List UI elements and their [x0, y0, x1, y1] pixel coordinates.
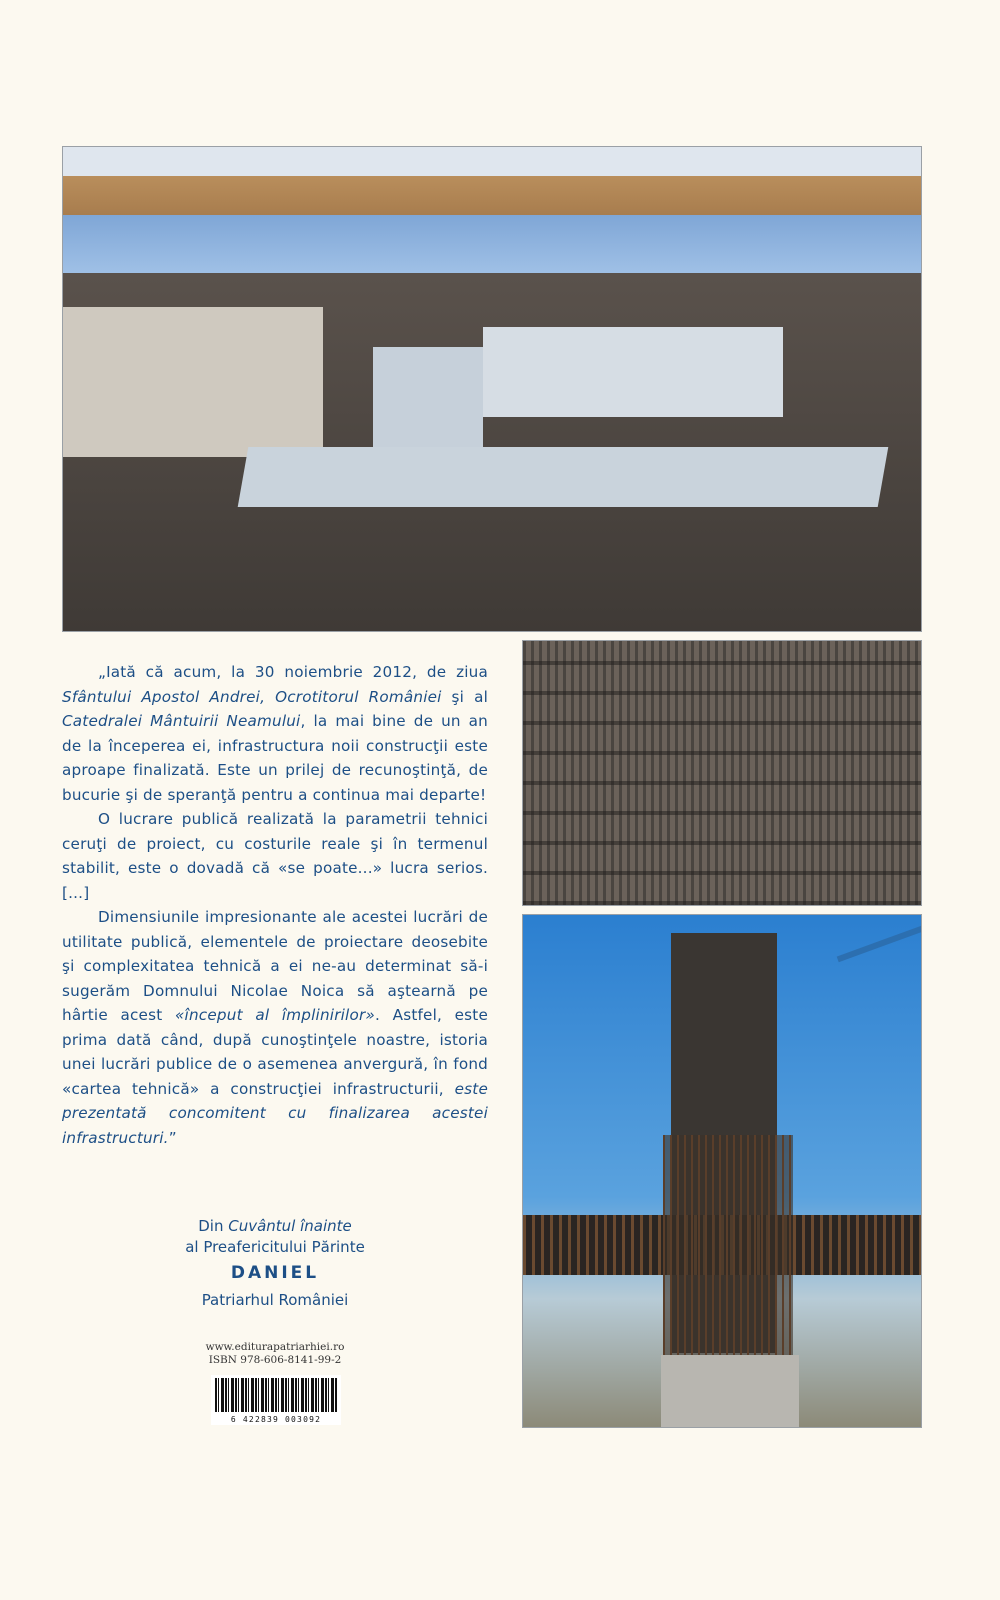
quote-paragraph-3 — [62, 905, 488, 1150]
italic-segment: este prezentată concomitent cu finalizarea acestei infrastructuri. — [62, 1079, 488, 1147]
barcode-digits: 6 422839 003092 — [230, 1415, 322, 1424]
signature-name: DANIEL — [230, 1263, 320, 1283]
publisher-website: www.editurapatriarhiei.ro — [205, 1341, 345, 1353]
italic-segment: Catedralei Mântuirii Neamului — [62, 712, 301, 730]
signature-block — [150, 1216, 400, 1311]
text-segment: şi al — [441, 687, 488, 706]
quote-paragraph-2: O lucrare publică realizată la parametrii tehnici ceruţi de proiect, cu costurile reale şi în termenul stabilit, este o dovadă că «se poate...» lucra serios. [...] — [62, 810, 488, 902]
text-segment: . Astfel, este prima dată când, după cunoştinţele noastre, istoria unei lucrări publice de o asemenea anvergură, în fond «cartea tehnică» a construcţiei infrastructurii, — [62, 1006, 488, 1098]
photo-rebar-column — [522, 914, 922, 1428]
barcode-bars — [215, 1378, 337, 1412]
photo-detail-floor — [63, 307, 323, 457]
publisher-info — [190, 1341, 360, 1367]
text-segment: ” — [168, 1128, 177, 1147]
photo-excavation-site — [62, 146, 922, 632]
quote-paragraph-1 — [62, 660, 488, 807]
barcode — [211, 1375, 341, 1425]
photo-detail-base — [661, 1355, 799, 1427]
signature-line-1: Din Cuvântul înainte — [198, 1217, 352, 1235]
signature-title: Patriarhul României — [201, 1291, 349, 1309]
text-segment: „Iată că acum, la 30 noiembrie 2012, de ziua — [98, 663, 488, 681]
text-segment: , la mai bine de un an de la începerea ei, infrastructura noii construcţii este aproape finalizată. Este un prilej de recunoştinţă, de bucurie şi de speranţă pentru a continua mai departe! — [62, 712, 488, 804]
quote-text — [62, 660, 488, 1150]
italic-segment: Sfântului Apostol Andrei, Ocrotitorul României — [62, 687, 442, 706]
photo-detail-crane — [837, 926, 922, 962]
photo-rebar-grid — [522, 640, 922, 906]
italic-segment: «început al împlinirilor» — [174, 1006, 375, 1024]
photo-detail-slab — [483, 327, 783, 417]
signature-line-2: al Preafericitului Părinte — [185, 1238, 365, 1256]
photo-detail-slab — [238, 447, 889, 507]
text-segment: Dimensiunile impresionante ale acestei lucrări de utilitate publică, elementele de proiectare deosebite şi complexitatea tehnică a ei ne-au determinat să-i sugerăm Domnului Nicolae Noica să aştearnă pe hârtie acest — [62, 908, 488, 1024]
isbn: ISBN 978-606-8141-99-2 — [208, 1354, 342, 1366]
